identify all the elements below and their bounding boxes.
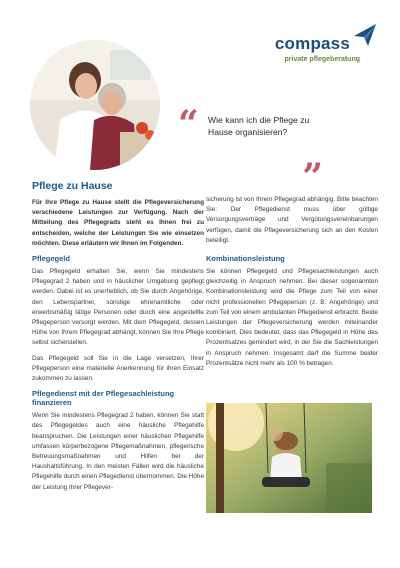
section-heading-pflegegeld: Pflegegeld	[32, 254, 70, 264]
section-paragraph: Das Pflegegeld soll Sie in die Lage versetzen, Ihrer Pflegeperson eine materielle Anerkennung für ihren Einsatz zukommen zu lassen.	[32, 354, 204, 383]
quote-open-icon: “	[178, 103, 199, 145]
section-paragraph: Sie können Pflegegeld und Pflegesachleistungen auch gleichzeitig in Anspruch nehmen. Bei dieser sogenannten Kombinationsleistung wird die Pflege zum Teil von einer nicht professionellen Pflegeperson (z. B. Angehörige) und zum Teil von einem ambulanten Pflegedienst erbracht. Beide Leistungen der Pflegeversicherung werden miteinander kombiniert. Dies bedeutet, dass das Pflegegeld in Höhe des Prozentsatzes gemindert wird, in der Sie die Sachleistungen in Anspruch nehmen. Insgesamt darf die Summe beider Prozentsätze nicht mehr als 100 % betragen.	[206, 268, 378, 367]
section-heading-pflegedienst: Pflegedienst mit der Pflegesachleistung finanzieren	[32, 389, 175, 408]
section-paragraph: Wenn Sie mindestens Pflegegrad 2 haben, können Sie statt des Pflegegeldes auch eine häusliche Pflegehilfe beanspruchen. Die Leistungen einer häuslichen Pflegehilfe umfassen körperbezogene Pflegemaßnahmen, pflegerische Betreuungsmaßnahmen und Hilfen bei der Haushaltsführung. In den meisten Fällen wird die häusliche Pflegehilfe durch einen Pflegedienst übernommen. Die Höhe der Leistung Ihrer Pflegever-	[32, 412, 204, 491]
section-heading-kombination: Kombinationsleistung	[206, 254, 285, 264]
right-column	[206, 195, 378, 374]
compass-logo	[258, 22, 378, 72]
paper-plane-icon	[352, 22, 378, 48]
caregiver-photo	[30, 40, 160, 170]
quote-close-icon: „	[303, 135, 324, 177]
section-paragraph: Das Pflegegeld erhalten Sie, wenn Sie mindestens Pflegegrad 2 haben und in häuslicher Umgebung gepflegt werden. Dabei ist es unerheblich, ob Sie durch Angehörige, den Lebenspartner, sonstige ehrenamtliche oder erwerbsmäßig tätige Personen oder durch eine angestellte Pflegeperson versorgt werden. Mit dem Pflegegeld, dessen Höhe von Ihrem Pflegegrad abhängt, können Sie Ihre Pflege selbst sicherstellen.	[32, 268, 204, 347]
continued-paragraph: sicherung ist von Ihrem Pflegegrad abhängig. Bitte beachten Sie: Der Pflegedienst muss über gültige Versorgungsverträge und Vergütungsvereinbarungen verfügen, damit die Pflegeversicherung sich an den Kosten beteiligt.	[206, 196, 378, 244]
brand-tagline: private pflegeberatung	[284, 56, 360, 63]
swing-photo	[206, 403, 372, 513]
quote-text: Wie kann ich die Pflege zu Hause organisieren?	[208, 115, 310, 137]
article-lead: Für Ihre Pflege zu Hause stellt die Pflegeversicherung verschiedene Leistungen zur Verfügung. Nach der Mitteilung des Pflegegrads steht es Ihnen frei zu entscheiden, welche der Leistungen Sie wie einsetzen möchten. Diese erläutern wir Ihnen im Folgenden.	[32, 199, 204, 247]
article-title: Pflege zu Hause	[32, 180, 113, 192]
brand-name: compass	[274, 34, 350, 53]
left-column	[32, 180, 204, 498]
pull-quote	[178, 103, 328, 177]
